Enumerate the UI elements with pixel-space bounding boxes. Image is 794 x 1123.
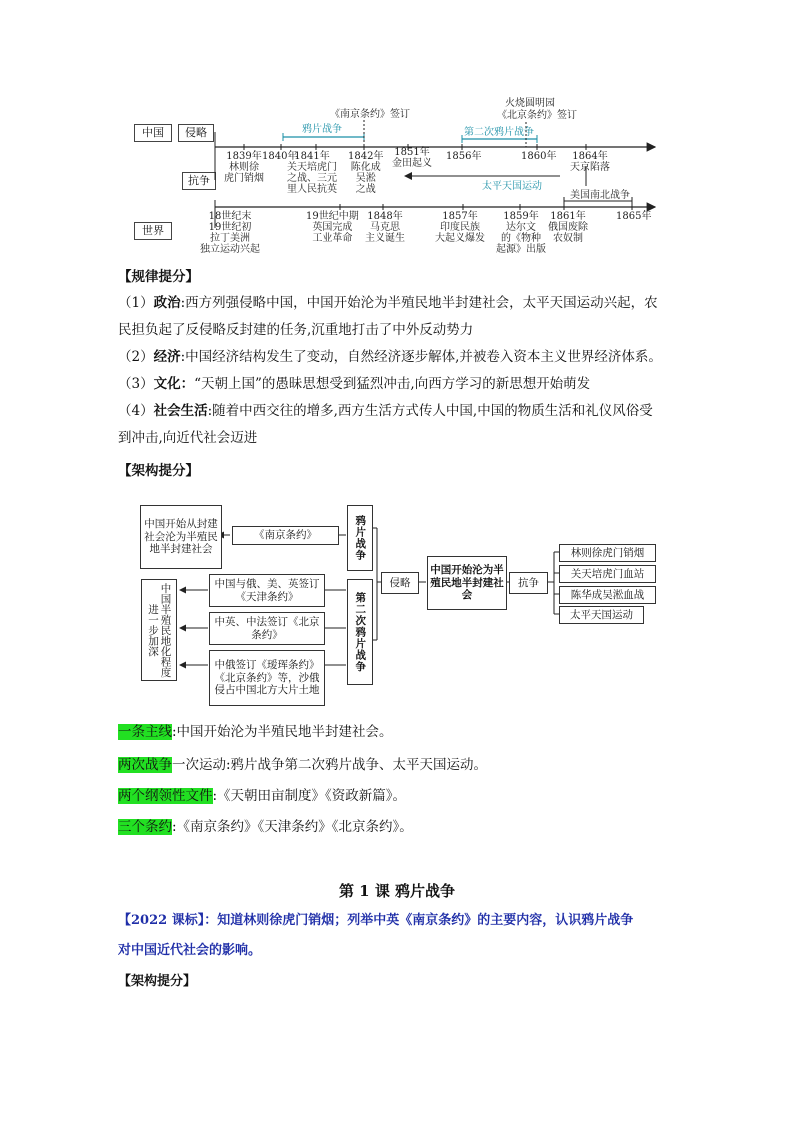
beijing-treaty-box: 中英、中法签订《北京条约》 [209, 612, 325, 645]
right-item-4: 太平天国运动 [559, 606, 644, 624]
china-event-1839: 1839年 林则徐 虎门销烟 [224, 151, 264, 184]
nanjing-treaty-box: 《南京条约》 [232, 526, 339, 545]
summary-two-programs: 两个纲领性文件:《天朝田亩制度》《资政新篇》。 [118, 788, 407, 804]
lesson-standard: 【2022 课标】：知道林则徐虎门销烟；列举中英《南京条约》的主要内容，认识鸦片战争 [118, 913, 634, 928]
right-item-2: 关天培虎门血站 [559, 565, 656, 583]
center-box: 中国开始沦为半殖民地半封建社会 [427, 556, 507, 610]
world-event-1865: 1865年 [616, 211, 652, 222]
second-opium-war-label: 第二次鸦片战争 [464, 127, 534, 138]
second-opium-war-box: 第二次鸦片战争 [347, 579, 373, 685]
resist-box: 抗争 [509, 572, 548, 594]
lesson-framework-heading: 【架构提分】 [118, 974, 197, 989]
world-event-1848: 1848年 马克思 主义诞生 [365, 211, 405, 244]
rule-society-cont: 到冲击,向近代社会迈进 [118, 430, 258, 446]
label-world: 世界 [134, 222, 172, 240]
beijing-treaty-label: 《北京条约》签订 [497, 110, 577, 121]
tianjin-treaty-box: 中国与俄、美、英签订《天津条约》 [209, 574, 325, 607]
lesson-title: 第 1 课 鸦片战争 [338, 882, 456, 900]
aihui-treaty-box: 中俄签订《瑷珲条约》《北京条约》等，沙俄侵占中国北方大片土地 [209, 650, 325, 706]
us-civil-war-label: 美国南北战争 [570, 190, 630, 201]
world-event-19c: 19世纪中期 英国完成 工业革命 [306, 211, 359, 244]
china-event-1860: 1860年 [521, 151, 557, 162]
left-bottom-box: 中国半殖民地化程度进一步加深 [141, 579, 177, 681]
yuanmingyuan-label: 火烧圆明园 [505, 98, 555, 109]
world-event-18c: 18世纪末 19世纪初 拉丁美洲 独立运动兴起 [200, 211, 260, 255]
label-invasion: 侵略 [178, 124, 214, 142]
framework-heading: 【架构提分】 [118, 463, 199, 479]
rule-culture: （3）文化：“天朝上国”的愚昧思想受到猛烈冲击,向西方学习的新思想开始萌发 [118, 376, 591, 392]
china-event-1856: 1856年 [446, 151, 482, 162]
nanjing-treaty-label: 《南京条约》签订 [330, 109, 410, 120]
world-event-1857: 1857年 印度民族 大起义爆发 [435, 211, 485, 244]
label-china: 中国 [134, 124, 172, 142]
right-item-3: 陈华成吴淞血战 [559, 586, 656, 604]
summary-two-wars: 两次战争一次运动:鸦片战争第二次鸦片战争、太平天国运动。 [118, 757, 488, 773]
china-event-1851: 1851年 金田起义 [392, 147, 432, 169]
taiping-label: 太平天国运动 [482, 181, 542, 192]
label-resistance: 抗争 [182, 172, 216, 190]
china-event-1864: 1864年 天京陷落 [570, 151, 610, 173]
world-event-1861: 1861年 俄国废除 农奴制 [548, 211, 588, 244]
invasion-box: 侵略 [381, 572, 419, 594]
china-event-1841: 1841年 关天培虎门 之战、三元 里人民抗英 [287, 151, 337, 195]
right-item-1: 林则徐虎门销烟 [559, 544, 656, 562]
opium-war-label: 鸦片战争 [302, 124, 342, 135]
summary-three-treaties: 三个条约:《南京条约》《天津条约》《北京条约》。 [118, 819, 413, 835]
rule-politics: （1）政治:西方列强侵略中国，中国开始沦为半殖民地半封建社会，太平天国运动兴起，农 [118, 295, 658, 311]
china-event-1842: 1842年 陈化成 吴淞 之战 [348, 151, 384, 195]
rule-economy: （2）经济:中国经济结构发生了变动，自然经济逐步解体,并被卷入资本主义世界经济体系。 [118, 349, 662, 365]
rule-society: （4）社会生活:随着中西交往的增多,西方生活方式传人中国,中国的物质生活和礼仪风俗受 [118, 403, 653, 419]
world-event-1859: 1859年 达尔文 的《物种 起源》出版 [496, 211, 546, 255]
lesson-standard-cont: 对中国近代社会的影响。 [118, 943, 262, 958]
china-event-1840: 1840年 [262, 151, 298, 162]
rule-politics-cont: 民担负起了反侵略反封建的任务,沉重地打击了中外反动势力 [118, 322, 474, 338]
rules-heading: 【规律提分】 [118, 269, 199, 285]
opium-war-box: 鸦片战争 [347, 505, 373, 571]
left-top-box: 中国开始从封建社会沦为半殖民地半封建社会 [140, 505, 222, 569]
summary-main-line: 一条主线:中国开始沦为半殖民地半封建社会。 [118, 724, 393, 740]
